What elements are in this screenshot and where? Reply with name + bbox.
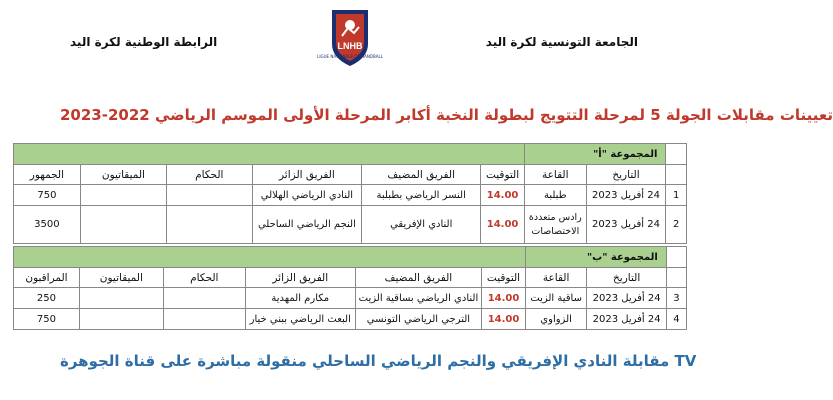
away-team: النادي الرياضي الهلالي	[252, 185, 362, 206]
table-row	[14, 309, 687, 330]
match-hall: ساقية الزيت	[525, 288, 587, 309]
away-team: البعث الرياضي ببني خيار	[245, 309, 355, 330]
match-date: 24 أفريل 2023	[586, 206, 666, 244]
audience: 3500	[14, 206, 81, 244]
col-observers: المراقبون	[14, 268, 80, 288]
home-team: النادي الإفريقي	[362, 206, 481, 244]
match-time: 14.00	[481, 185, 525, 206]
col-date: التاريخ	[586, 165, 666, 185]
away-team: مكارم المهدية	[245, 288, 355, 309]
timekeepers	[80, 206, 166, 244]
referees	[163, 288, 245, 309]
broadcast-note: مقابلة النادي الإفريقي والنجم الرياضي الساحلي منقولة مباشرة على قناة الجوهرة TV	[60, 352, 697, 370]
column-headers	[14, 165, 687, 185]
audience: 750	[14, 185, 81, 206]
league-name: الرابطة الوطنية لكرة اليد	[70, 35, 218, 49]
col-away: الفريق الزائر	[245, 268, 355, 288]
timekeepers	[79, 309, 163, 330]
table-row	[14, 185, 687, 206]
match-date: 24 أفريل 2023	[587, 288, 666, 309]
match-hall: رادس متعددة الاختصاصات	[524, 206, 586, 244]
group-b-table	[13, 246, 687, 330]
col-time: التوقيت	[482, 268, 526, 288]
col-timekeepers: الميقاتيون	[80, 165, 166, 185]
column-headers	[14, 268, 687, 288]
match-number: 3	[666, 288, 686, 309]
match-hall: طبلبة	[524, 185, 586, 206]
col-time: التوقيت	[481, 165, 525, 185]
col-home: الفريق المضيف	[355, 268, 482, 288]
col-hall: القاعة	[525, 268, 587, 288]
table-row	[14, 206, 687, 244]
match-time: 14.00	[482, 288, 526, 309]
timekeepers	[80, 185, 166, 206]
col-date: التاريخ	[587, 268, 666, 288]
logo-text: LNHB	[337, 41, 363, 51]
match-number: 1	[666, 185, 687, 206]
match-hall: الزواوي	[525, 309, 587, 330]
observers: 750	[14, 309, 80, 330]
match-time: 14.00	[481, 206, 525, 244]
observers: 250	[14, 288, 80, 309]
col-referees: الحكام	[167, 165, 253, 185]
col-timekeepers: الميقاتيون	[79, 268, 163, 288]
federation-name: الجامعة التونسية لكرة اليد	[485, 35, 638, 49]
logo-caption: LIGUE NATIONALE DE HANDBALL	[317, 54, 383, 59]
group-a-table	[13, 143, 687, 244]
timekeepers	[79, 288, 163, 309]
referees	[167, 206, 253, 244]
group-b-header	[14, 247, 687, 268]
col-audience: الجمهور	[14, 165, 81, 185]
col-home: الفريق المضيف	[362, 165, 481, 185]
match-number: 4	[666, 309, 686, 330]
group-a-name: المجموعة "أ"	[524, 144, 665, 165]
league-logo	[315, 6, 385, 70]
col-away: الفريق الزائر	[252, 165, 362, 185]
away-team: النجم الرياضي الساحلي	[252, 206, 362, 244]
referees	[163, 309, 245, 330]
group-b-name: المجموعة "ب"	[525, 247, 666, 268]
match-date: 24 أفريل 2023	[587, 309, 666, 330]
match-number: 2	[666, 206, 687, 244]
table-row	[14, 288, 687, 309]
home-team: النادي الرياضي بساقية الزيت	[355, 288, 482, 309]
group-a-header	[14, 144, 687, 165]
col-hall: القاعة	[524, 165, 586, 185]
home-team: النسر الرياضي بطبلبة	[362, 185, 481, 206]
page-title: تعيينات مقابلات الجولة 5 لمرحلة التتويج لبطولة النخبة أكابر المرحلة الأولى الموسم الرياضي 2022-2023	[60, 106, 833, 124]
match-date: 24 أفريل 2023	[586, 185, 666, 206]
referees	[167, 185, 253, 206]
col-referees: الحكام	[163, 268, 245, 288]
home-team: الترجي الرياضي التونسي	[355, 309, 482, 330]
match-time: 14.00	[482, 309, 526, 330]
